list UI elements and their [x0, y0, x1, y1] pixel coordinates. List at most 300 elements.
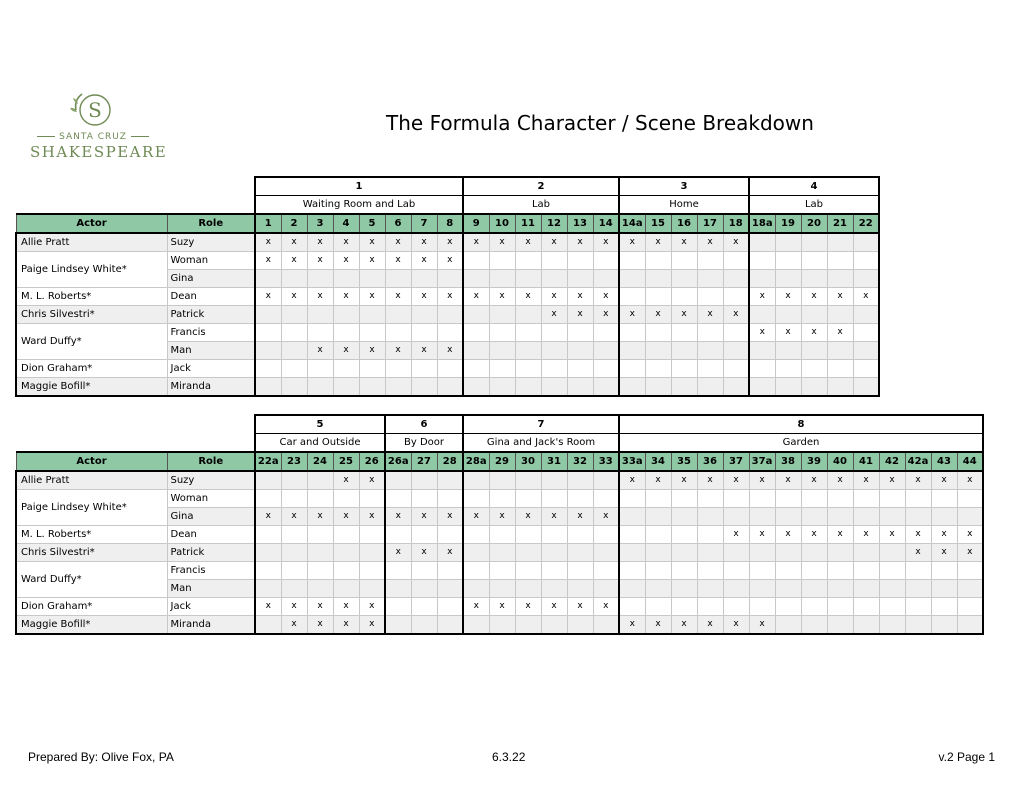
scene-mark-cell: x	[359, 616, 385, 635]
scene-number-header: 26	[359, 452, 385, 471]
scene-mark-cell: x	[411, 288, 437, 306]
scene-mark-cell: x	[359, 508, 385, 526]
scene-mark-cell	[515, 471, 541, 490]
scene-mark-cell	[697, 324, 723, 342]
actor-name: Ward Duffy*	[16, 562, 167, 598]
scene-mark-cell	[437, 378, 463, 397]
scene-mark-cell	[723, 270, 749, 288]
scene-mark-cell: x	[801, 471, 827, 490]
scene-mark-cell	[463, 324, 489, 342]
scene-mark-cell	[697, 360, 723, 378]
scene-mark-cell	[723, 360, 749, 378]
scene-mark-cell	[775, 616, 801, 635]
scene-mark-cell	[853, 378, 879, 397]
scene-mark-cell	[255, 324, 281, 342]
scene-mark-cell	[463, 471, 489, 490]
scene-number-header: 35	[671, 452, 697, 471]
table-row	[16, 598, 983, 616]
scene-mark-cell	[905, 490, 931, 508]
scene-mark-cell: x	[255, 598, 281, 616]
scene-mark-cell	[827, 544, 853, 562]
scene-mark-cell	[463, 342, 489, 360]
scene-mark-cell: x	[385, 252, 411, 270]
scene-mark-cell	[671, 252, 697, 270]
scene-mark-cell: x	[359, 288, 385, 306]
scene-mark-cell	[827, 360, 853, 378]
scene-number-header: 42	[879, 452, 905, 471]
scene-mark-cell	[957, 508, 983, 526]
scene-group-number: 3	[619, 177, 749, 196]
scene-mark-cell	[671, 580, 697, 598]
scene-mark-cell	[385, 490, 411, 508]
role-name: Dean	[167, 526, 255, 544]
scene-mark-cell	[593, 562, 619, 580]
scene-mark-cell: x	[801, 526, 827, 544]
scene-mark-cell: x	[359, 598, 385, 616]
scene-mark-cell	[879, 580, 905, 598]
scene-mark-cell: x	[645, 233, 671, 252]
scene-mark-cell	[307, 580, 333, 598]
scene-mark-cell	[905, 508, 931, 526]
role-name: Francis	[167, 324, 255, 342]
scene-number-header: 36	[697, 452, 723, 471]
logo	[30, 90, 168, 161]
scene-mark-cell	[619, 378, 645, 397]
scene-mark-cell	[723, 562, 749, 580]
scene-mark-cell	[827, 598, 853, 616]
scene-mark-cell	[411, 580, 437, 598]
scene-mark-cell	[437, 598, 463, 616]
scene-mark-cell	[489, 306, 515, 324]
scene-mark-cell	[515, 324, 541, 342]
scene-mark-cell: x	[723, 306, 749, 324]
actor-name: Dion Graham*	[16, 360, 167, 378]
scene-mark-cell: x	[853, 526, 879, 544]
scene-mark-cell	[281, 342, 307, 360]
scene-mark-cell	[411, 270, 437, 288]
scene-mark-cell: x	[307, 598, 333, 616]
role-name: Man	[167, 580, 255, 598]
actor-name: Chris Silvestri*	[16, 306, 167, 324]
scene-mark-cell: x	[645, 471, 671, 490]
scene-mark-cell	[281, 378, 307, 397]
scene-mark-cell: x	[515, 233, 541, 252]
scene-mark-cell: x	[333, 252, 359, 270]
scene-mark-cell	[463, 616, 489, 635]
actor-name: Paige Lindsey White*	[16, 490, 167, 526]
role-name: Gina	[167, 508, 255, 526]
scene-mark-cell	[619, 288, 645, 306]
scene-mark-cell: x	[281, 508, 307, 526]
scene-mark-cell	[853, 580, 879, 598]
scene-mark-cell	[385, 580, 411, 598]
scene-mark-cell	[333, 324, 359, 342]
scene-mark-cell	[437, 562, 463, 580]
scene-mark-cell	[541, 562, 567, 580]
scene-mark-cell: x	[905, 544, 931, 562]
scene-mark-cell: x	[801, 324, 827, 342]
scene-mark-cell: x	[541, 288, 567, 306]
scene-mark-cell	[671, 288, 697, 306]
scene-mark-cell	[619, 580, 645, 598]
scene-mark-cell: x	[333, 508, 359, 526]
role-name: Suzy	[167, 471, 255, 490]
page-title: The Formula Character / Scene Breakdown	[386, 111, 814, 135]
scene-mark-cell	[801, 270, 827, 288]
scene-mark-cell	[359, 306, 385, 324]
scene-mark-cell: x	[671, 233, 697, 252]
scene-mark-cell	[255, 270, 281, 288]
scene-mark-cell	[775, 270, 801, 288]
scene-mark-cell: x	[905, 526, 931, 544]
scene-mark-cell	[749, 580, 775, 598]
scene-mark-cell: x	[411, 508, 437, 526]
scene-mark-cell	[723, 252, 749, 270]
scene-mark-cell	[411, 360, 437, 378]
scene-mark-cell: x	[281, 288, 307, 306]
scene-mark-cell	[775, 544, 801, 562]
scene-mark-cell: x	[281, 616, 307, 635]
scene-mark-cell	[437, 616, 463, 635]
scene-mark-cell	[619, 526, 645, 544]
scene-mark-cell: x	[749, 616, 775, 635]
scene-mark-cell	[567, 562, 593, 580]
scene-mark-cell: x	[957, 544, 983, 562]
scene-mark-cell	[411, 598, 437, 616]
scene-mark-cell: x	[489, 508, 515, 526]
scene-number-header: 6	[385, 214, 411, 233]
table-row	[16, 378, 879, 397]
scene-mark-cell	[697, 598, 723, 616]
scene-number-header: 13	[567, 214, 593, 233]
laurel-logo-icon	[68, 90, 118, 130]
scene-mark-cell	[437, 490, 463, 508]
role-name: Miranda	[167, 616, 255, 635]
scene-number-header: 37a	[749, 452, 775, 471]
scene-mark-cell: x	[853, 471, 879, 490]
scene-mark-cell	[541, 360, 567, 378]
scene-mark-cell	[827, 233, 853, 252]
scene-mark-cell	[489, 342, 515, 360]
scene-mark-cell	[255, 378, 281, 397]
scene-mark-cell	[385, 270, 411, 288]
scene-mark-cell	[853, 233, 879, 252]
scene-mark-cell	[775, 562, 801, 580]
scene-mark-cell	[541, 526, 567, 544]
scene-mark-cell	[515, 562, 541, 580]
scene-mark-cell	[671, 544, 697, 562]
scene-number-header: 8	[437, 214, 463, 233]
scene-mark-cell	[567, 580, 593, 598]
scene-mark-cell	[671, 360, 697, 378]
scene-mark-cell	[489, 562, 515, 580]
scene-mark-cell: x	[775, 324, 801, 342]
scene-mark-cell	[515, 490, 541, 508]
scene-mark-cell	[697, 562, 723, 580]
scene-mark-cell: x	[749, 288, 775, 306]
scene-mark-cell	[619, 324, 645, 342]
scene-number-header: 38	[775, 452, 801, 471]
scene-mark-cell: x	[697, 471, 723, 490]
scene-mark-cell	[437, 306, 463, 324]
scene-mark-cell	[411, 378, 437, 397]
scene-mark-cell: x	[385, 342, 411, 360]
scene-mark-cell: x	[723, 616, 749, 635]
scene-number-header: 25	[333, 452, 359, 471]
logo-letter: S	[88, 98, 102, 122]
scene-mark-cell	[489, 490, 515, 508]
scene-mark-cell: x	[359, 471, 385, 490]
scene-number-header: 3	[307, 214, 333, 233]
scene-number-header: 34	[645, 452, 671, 471]
scene-mark-cell	[619, 490, 645, 508]
scene-mark-cell	[853, 562, 879, 580]
scene-mark-cell	[645, 526, 671, 544]
scene-number-header: 14a	[619, 214, 645, 233]
scene-mark-cell	[697, 342, 723, 360]
scene-mark-cell	[879, 508, 905, 526]
scene-mark-cell	[333, 580, 359, 598]
scene-mark-cell	[489, 616, 515, 635]
table-row	[16, 360, 879, 378]
scene-mark-cell: x	[307, 342, 333, 360]
scene-mark-cell: x	[931, 471, 957, 490]
scene-mark-cell	[489, 580, 515, 598]
actor-name: Paige Lindsey White*	[16, 252, 167, 288]
scene-mark-cell: x	[931, 526, 957, 544]
scene-mark-cell: x	[671, 616, 697, 635]
scene-mark-cell	[541, 378, 567, 397]
scene-mark-cell: x	[567, 306, 593, 324]
scene-mark-cell: x	[515, 508, 541, 526]
scene-mark-cell: x	[359, 342, 385, 360]
scene-number-header: 10	[489, 214, 515, 233]
scene-mark-cell	[827, 490, 853, 508]
scene-mark-cell	[645, 490, 671, 508]
scene-mark-cell	[255, 490, 281, 508]
scene-mark-cell	[697, 378, 723, 397]
scene-mark-cell	[853, 598, 879, 616]
scene-mark-cell	[827, 270, 853, 288]
scene-mark-cell	[359, 324, 385, 342]
scene-mark-cell	[723, 508, 749, 526]
scene-number-header: 21	[827, 214, 853, 233]
table-row	[16, 544, 983, 562]
scene-mark-cell: x	[437, 233, 463, 252]
scene-mark-cell	[775, 233, 801, 252]
scene-mark-cell	[359, 490, 385, 508]
scene-mark-cell	[853, 342, 879, 360]
scene-mark-cell	[879, 562, 905, 580]
scene-mark-cell	[541, 270, 567, 288]
scene-mark-cell	[541, 544, 567, 562]
actor-name: Maggie Bofill*	[16, 616, 167, 635]
scene-number-header: 43	[931, 452, 957, 471]
scene-mark-cell	[385, 471, 411, 490]
role-name: Patrick	[167, 306, 255, 324]
scene-mark-cell	[931, 598, 957, 616]
scene-group-number: 4	[749, 177, 879, 196]
scene-number-header: 5	[359, 214, 385, 233]
scene-group-location: Waiting Room and Lab	[255, 196, 463, 215]
actor-column-header: Actor	[16, 214, 167, 233]
scene-mark-cell: x	[437, 288, 463, 306]
scene-mark-cell	[463, 544, 489, 562]
scene-mark-cell	[645, 252, 671, 270]
role-column-header: Role	[167, 452, 255, 471]
scene-mark-cell	[463, 270, 489, 288]
scene-mark-cell	[307, 526, 333, 544]
scene-mark-cell	[749, 378, 775, 397]
scene-mark-cell	[853, 270, 879, 288]
scene-mark-cell: x	[255, 233, 281, 252]
scene-mark-cell: x	[827, 471, 853, 490]
scene-mark-cell	[931, 616, 957, 635]
scene-mark-cell	[489, 252, 515, 270]
scene-mark-cell	[359, 360, 385, 378]
scene-mark-cell: x	[359, 233, 385, 252]
scene-mark-cell	[437, 526, 463, 544]
scene-mark-cell: x	[853, 288, 879, 306]
scene-mark-cell	[671, 598, 697, 616]
scene-mark-cell	[489, 526, 515, 544]
scene-mark-cell	[931, 490, 957, 508]
actor-name: Dion Graham*	[16, 598, 167, 616]
scene-mark-cell	[307, 562, 333, 580]
logo-line1: SANTA CRUZ	[30, 132, 156, 142]
scene-number-header: 40	[827, 452, 853, 471]
scene-mark-cell	[281, 580, 307, 598]
scene-mark-cell	[619, 342, 645, 360]
scene-mark-cell: x	[905, 471, 931, 490]
actor-name: Ward Duffy*	[16, 324, 167, 360]
scene-mark-cell: x	[437, 544, 463, 562]
scene-mark-cell: x	[515, 598, 541, 616]
scene-number-header: 33a	[619, 452, 645, 471]
scene-mark-cell: x	[697, 616, 723, 635]
scene-number-header: 2	[281, 214, 307, 233]
scene-mark-cell	[645, 342, 671, 360]
scene-mark-cell	[437, 324, 463, 342]
scene-mark-cell	[905, 616, 931, 635]
scene-number-header: 41	[853, 452, 879, 471]
scene-mark-cell: x	[411, 233, 437, 252]
role-name: Patrick	[167, 544, 255, 562]
scene-mark-cell: x	[281, 252, 307, 270]
scene-mark-cell	[645, 562, 671, 580]
scene-mark-cell	[749, 544, 775, 562]
scene-mark-cell: x	[385, 288, 411, 306]
scene-mark-cell: x	[463, 288, 489, 306]
scene-mark-cell: x	[619, 616, 645, 635]
scene-group-location: Lab	[463, 196, 619, 215]
scene-mark-cell: x	[749, 471, 775, 490]
actor-name: Allie Pratt	[16, 233, 167, 252]
scene-number-header: 11	[515, 214, 541, 233]
scene-mark-cell: x	[749, 324, 775, 342]
scene-mark-cell	[853, 252, 879, 270]
scene-mark-cell	[723, 580, 749, 598]
role-name: Man	[167, 342, 255, 360]
scene-mark-cell	[411, 490, 437, 508]
scene-number-header: 4	[333, 214, 359, 233]
scene-mark-cell: x	[489, 288, 515, 306]
scene-mark-cell	[619, 252, 645, 270]
scene-mark-cell	[567, 360, 593, 378]
actor-name: M. L. Roberts*	[16, 288, 167, 306]
scene-mark-cell	[437, 360, 463, 378]
scene-mark-cell: x	[281, 233, 307, 252]
scene-mark-cell	[697, 526, 723, 544]
scene-mark-cell	[515, 616, 541, 635]
scene-mark-cell: x	[567, 288, 593, 306]
scene-mark-cell	[671, 378, 697, 397]
scene-mark-cell: x	[541, 306, 567, 324]
scene-mark-cell: x	[567, 508, 593, 526]
scene-mark-cell: x	[359, 252, 385, 270]
role-name: Dean	[167, 288, 255, 306]
scene-mark-cell	[333, 490, 359, 508]
scene-mark-cell	[281, 360, 307, 378]
scene-mark-cell	[801, 544, 827, 562]
scene-mark-cell	[749, 598, 775, 616]
scene-mark-cell	[619, 270, 645, 288]
scene-number-header: 28	[437, 452, 463, 471]
table-row	[16, 562, 983, 580]
scene-number-header: 16	[671, 214, 697, 233]
scene-mark-cell	[385, 598, 411, 616]
scene-number-header: 39	[801, 452, 827, 471]
scene-number-header: 18a	[749, 214, 775, 233]
scene-number-header: 32	[567, 452, 593, 471]
scene-mark-cell	[359, 378, 385, 397]
scene-mark-cell	[671, 490, 697, 508]
scene-mark-cell: x	[827, 288, 853, 306]
scene-mark-cell: x	[697, 233, 723, 252]
scene-mark-cell	[333, 562, 359, 580]
scene-mark-cell: x	[723, 526, 749, 544]
scene-number-header: 19	[775, 214, 801, 233]
footer-page: v.2 Page 1	[938, 750, 995, 764]
scene-number-header: 12	[541, 214, 567, 233]
scene-mark-cell: x	[333, 598, 359, 616]
scene-number-header: 28a	[463, 452, 489, 471]
footer-prepared-by: Prepared By: Olive Fox, PA	[28, 750, 174, 764]
scene-mark-cell	[333, 360, 359, 378]
scene-mark-cell	[411, 562, 437, 580]
scene-group-number: 5	[255, 415, 385, 434]
scene-mark-cell	[255, 342, 281, 360]
scene-mark-cell	[827, 378, 853, 397]
scene-mark-cell	[827, 306, 853, 324]
scene-mark-cell	[593, 544, 619, 562]
scene-mark-cell	[957, 562, 983, 580]
scene-mark-cell	[437, 580, 463, 598]
scene-mark-cell	[697, 252, 723, 270]
scene-mark-cell	[307, 270, 333, 288]
scene-number-header: 9	[463, 214, 489, 233]
scene-mark-cell: x	[333, 233, 359, 252]
scene-group-number: 8	[619, 415, 983, 434]
scene-mark-cell	[515, 252, 541, 270]
scene-mark-cell	[515, 526, 541, 544]
scene-mark-cell	[307, 490, 333, 508]
scene-mark-cell: x	[515, 288, 541, 306]
scene-mark-cell	[359, 270, 385, 288]
scene-mark-cell	[255, 526, 281, 544]
scene-mark-cell	[307, 378, 333, 397]
role-name: Suzy	[167, 233, 255, 252]
